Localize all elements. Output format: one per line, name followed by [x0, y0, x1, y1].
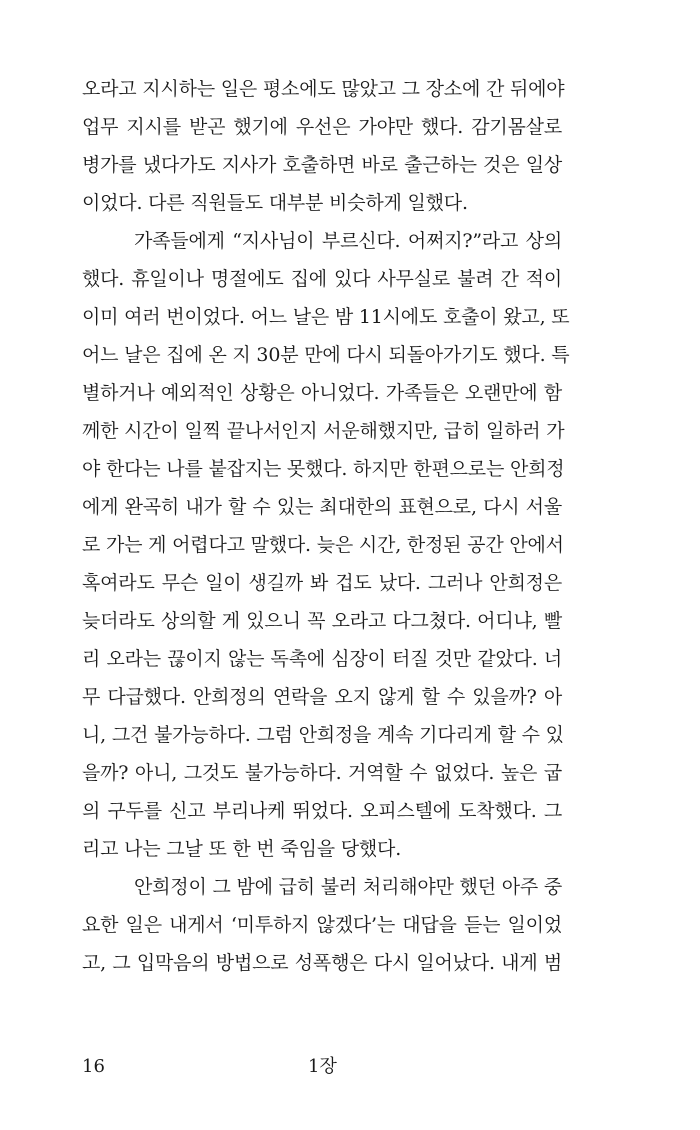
paragraph — [82, 868, 562, 982]
text-line: 병가를 냈다가도 지사가 호출하면 바로 출근하는 것은 일상 — [82, 154, 562, 176]
text-line: 께한 시간이 일찍 끝나서인지 서운해했지만, 급히 일하러 가 — [82, 420, 565, 442]
text-line: 고, 그 입막음의 방법으로 성폭행은 다시 일어났다. 내게 범 — [82, 952, 562, 974]
text-line: 을까? 아니, 그것도 불가능하다. 거역할 수 없었다. 높은 굽 — [82, 762, 562, 784]
text-line: 요한 일은 내게서 ‘미투하지 않겠다’는 대답을 듣는 일이었 — [82, 914, 562, 936]
text-line: 가족들에게 “지사님이 부르신다. 어쩌지?”라고 상의 — [134, 230, 562, 252]
text-line: 오라고 지시하는 일은 평소에도 많았고 그 장소에 간 뒤에야 — [82, 78, 565, 100]
paragraph — [82, 222, 570, 868]
body-text — [82, 70, 570, 982]
text-line: 늦더라도 상의할 게 있으니 꼭 오라고 다그쳤다. 어디냐, 빨 — [82, 610, 562, 632]
text-line: 안희정이 그 밤에 급히 불러 처리해야만 했던 아주 중 — [134, 876, 562, 898]
paragraph — [82, 70, 565, 222]
text-line: 의 구두를 신고 부리나케 뛰었다. 오피스텔에 도착했다. 그 — [82, 800, 562, 822]
text-line: 혹여라도 무슨 일이 생길까 봐 겁도 났다. 그러나 안희정은 — [82, 572, 562, 594]
page-number: 16 — [82, 1056, 105, 1077]
chapter-label: 1장 — [308, 1056, 337, 1077]
text-line: 니, 그건 불가능하다. 그럼 안희정을 계속 기다리게 할 수 있 — [82, 724, 564, 746]
text-line: 이미 여러 번이었다. 어느 날은 밤 11시에도 호출이 왔고, 또 — [82, 306, 570, 328]
text-line: 했다. 휴일이나 명절에도 집에 있다 사무실로 불려 간 적이 — [82, 268, 562, 290]
text-line: 리고 나는 그날 또 한 번 죽임을 당했다. — [82, 838, 402, 860]
text-line: 무 다급했다. 안희정의 연락을 오지 않게 할 수 있을까? 아 — [82, 686, 562, 708]
text-line: 별하거나 예외적인 상황은 아니었다. 가족들은 오랜만에 함 — [82, 382, 562, 404]
text-line: 어느 날은 집에 온 지 30분 만에 다시 되돌아가기도 했다. 특 — [82, 344, 570, 366]
page-footer — [0, 1052, 700, 1082]
text-line: 업무 지시를 받곤 했기에 우선은 가야만 했다. 감기몸살로 — [82, 116, 562, 138]
text-line: 야 한다는 나를 붙잡지는 못했다. 하지만 한편으로는 안희정 — [82, 458, 565, 480]
text-line: 로 가는 게 어렵다고 말했다. 늦은 시간, 한정된 공간 안에서 — [82, 534, 564, 556]
text-line: 리 오라는 끊이지 않는 독촉에 심장이 터질 것만 같았다. 너 — [82, 648, 562, 670]
text-line: 에게 완곡히 내가 할 수 있는 최대한의 표현으로, 다시 서울 — [82, 496, 562, 518]
text-line: 이었다. 다른 직원들도 대부분 비슷하게 일했다. — [82, 192, 468, 214]
